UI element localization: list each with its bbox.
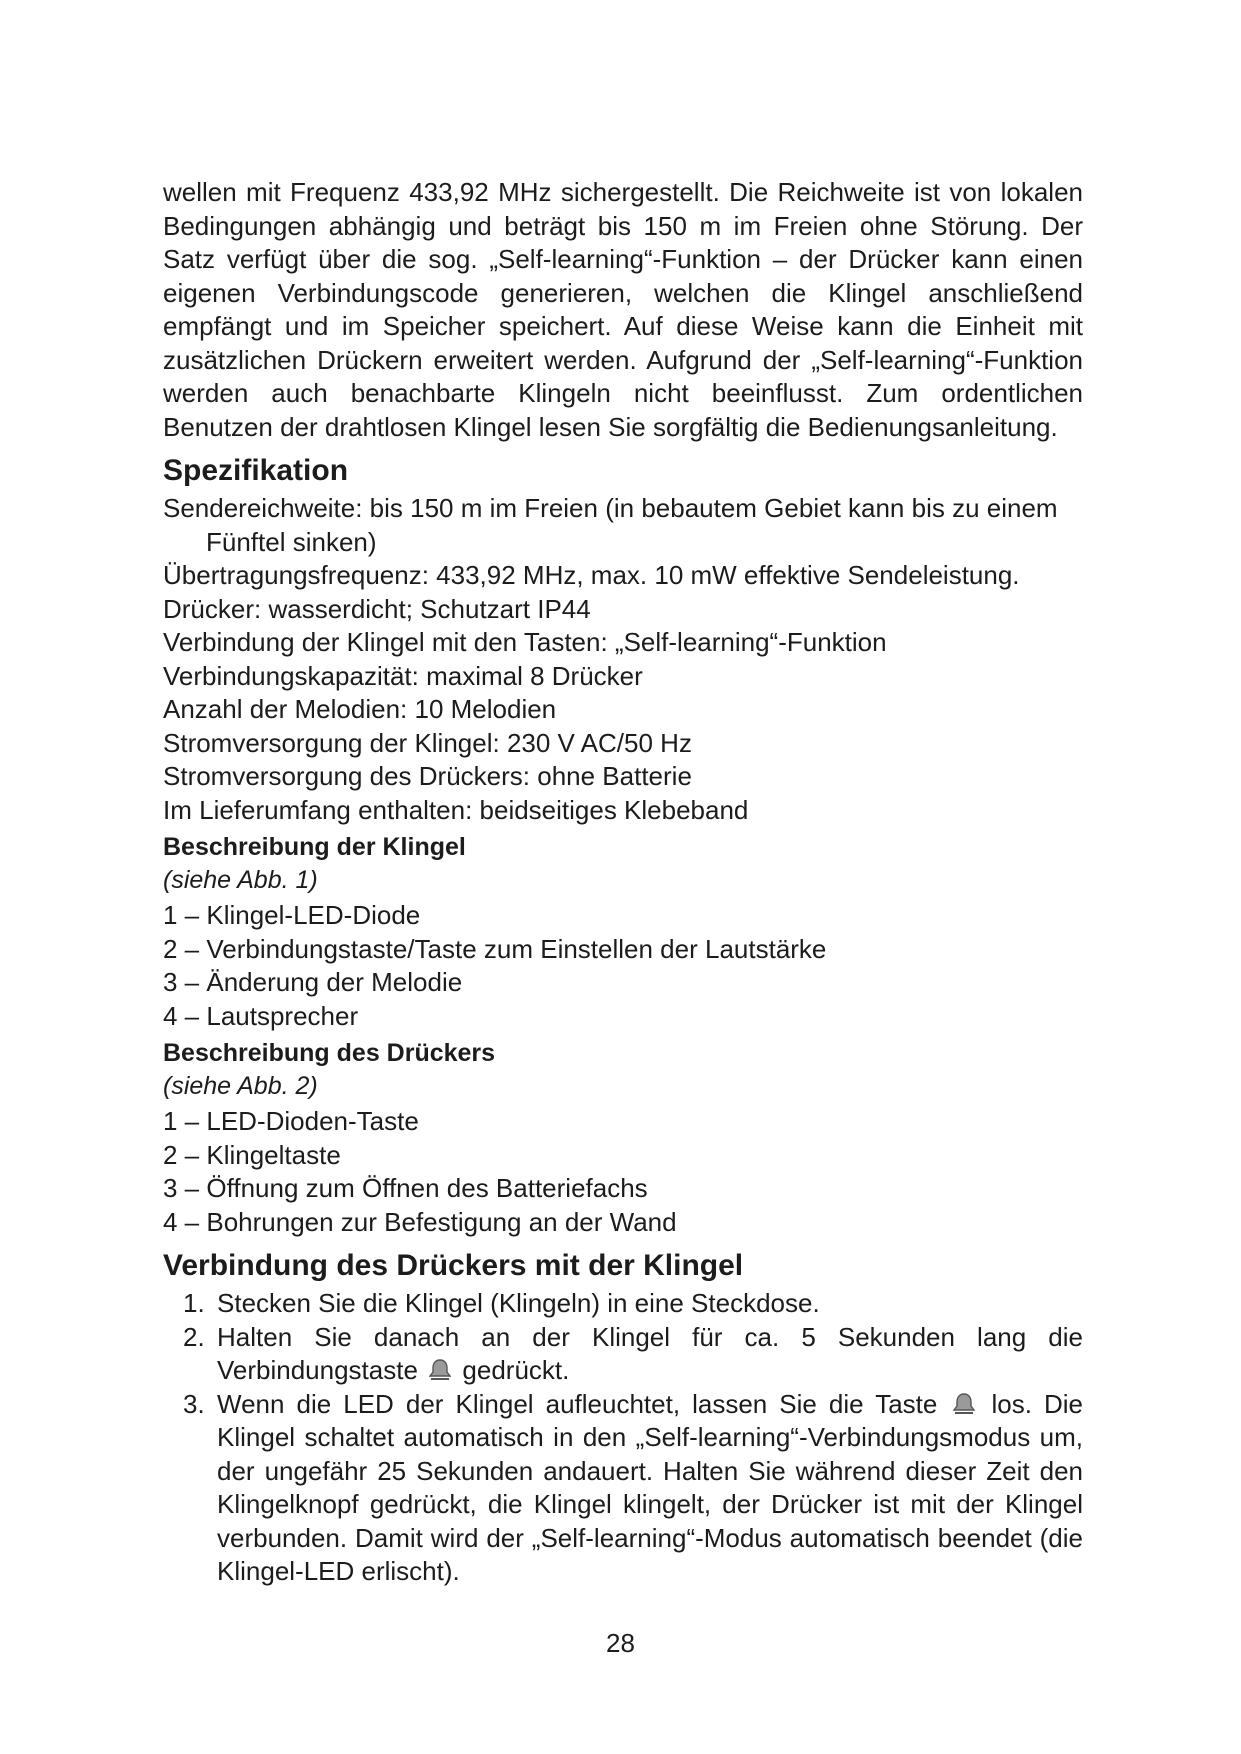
- spec-line: Anzahl der Melodien: 10 Melodien: [163, 694, 557, 724]
- button-figure-reference: (siehe Abb. 2): [163, 1072, 318, 1100]
- spec-line: Verbindungskapazität: maximal 8 Drücker: [163, 660, 643, 691]
- spec-line: Im Lieferumfang enthalten: beidseitiges Klebeband: [163, 794, 749, 825]
- list-item: 3 – Änderung der Melodie: [163, 967, 463, 997]
- bell-icon: [951, 1392, 977, 1416]
- bell-description-heading: Beschreibung der Klingel: [163, 833, 466, 861]
- step-item: [163, 1388, 1083, 1589]
- spec-line: Drücker: wasserdicht; Schutzart IP44: [163, 593, 591, 624]
- step-number: 1.: [183, 1288, 205, 1318]
- intro-paragraph: wellen mit Frequenz 433,92 MHz sichergestellt. Die Reichweite ist von lokalen Bedingungen abhängig und beträgt bis 150 m im Freien ohne Störung. Der Satz verfügt über die sog. „Self-learning“-Funktion – der Drücker kann einen eigenen Verbindungscode generieren, welchen die Klingel anschließend empfängt und im Speicher speichert. Auf diese Weise kann die Einheit mit zusätzlichen Drückern erweitert werden. Aufgrund der „Self-learning“-Funktion werden auch benachbarte Klingeln nicht beeinflusst. Zum ordentlichen Benutzen der drahtlosen Klingel lesen Sie sorgfältig die Bedienungsanleitung.: [163, 177, 1083, 442]
- spec-line: Sendereichweite: bis 150 m im Freien (in bebautem Gebiet kann bis zu einem Fünftel sinken): [163, 493, 1058, 557]
- button-description-heading: Beschreibung des Drückers: [163, 1039, 496, 1067]
- list-item: 2 – Verbindungstaste/Taste zum Einstellen der Lautstärke: [163, 933, 827, 964]
- spec-line: Verbindung der Klingel mit den Tasten: „Self-learning“-Funktion: [163, 627, 887, 657]
- button-parts-list: [163, 1105, 1083, 1239]
- bell-icon: [427, 1358, 453, 1382]
- list-item: 2 – Klingeltaste: [163, 1139, 341, 1170]
- list-item: 4 – Bohrungen zur Befestigung an der Wand: [163, 1206, 677, 1237]
- step-number: 2.: [183, 1321, 205, 1352]
- step-item: [163, 1321, 1083, 1388]
- page-number: 28: [606, 1628, 635, 1658]
- spec-line: Stromversorgung des Drückers: ohne Batterie: [163, 761, 692, 791]
- list-item: 1 – Klingel-LED-Diode: [163, 900, 421, 930]
- list-item: 4 – Lautsprecher: [163, 1000, 359, 1031]
- spec-line: Übertragungsfrequenz: 433,92 MHz, max. 10 mW effektive Sendeleistung.: [163, 560, 1020, 590]
- spec-line: Stromversorgung der Klingel: 230 V AC/50 Hz: [163, 727, 692, 758]
- connection-steps: [163, 1287, 1083, 1589]
- step-text: Stecken Sie die Klingel (Klingeln) in eine Steckdose.: [217, 1288, 820, 1318]
- step-item: [163, 1287, 1083, 1321]
- list-item: 3 – Öffnung zum Öffnen des Batteriefachs: [163, 1173, 648, 1203]
- step-text: Halten Sie danach an der Klingel für ca. 5 Sekunden lang die Verbindungstaste: [217, 1321, 1083, 1385]
- step-number: 3.: [183, 1388, 205, 1419]
- connection-heading: Verbindung des Drückers mit der Klingel: [163, 1249, 744, 1282]
- step-text-continued: los. Die Klingel schaltet automatisch in den „Self-learning“-Verbindungsmodus um, der ungefähr 25 Sekunden andauert. Halten Sie während dieser Zeit den Klingelknopf gedrückt, die Klingel klingelt, der Drücker ist mit der Klingel verbunden. Damit wird der „Self-learning“-Modus automatisch beendet (die Klingel-LED erlischt).: [217, 1388, 1083, 1586]
- list-item: 1 – LED-Dioden-Taste: [163, 1106, 419, 1136]
- spec-list: [163, 492, 1083, 827]
- bell-parts-list: [163, 899, 1083, 1033]
- step-text-continued: gedrückt.: [462, 1355, 570, 1385]
- spec-heading: Spezifikation: [163, 454, 349, 487]
- step-text: Wenn die LED der Klingel aufleuchtet, lassen Sie die Taste: [217, 1388, 938, 1419]
- bell-figure-reference: (siehe Abb. 1): [163, 866, 318, 894]
